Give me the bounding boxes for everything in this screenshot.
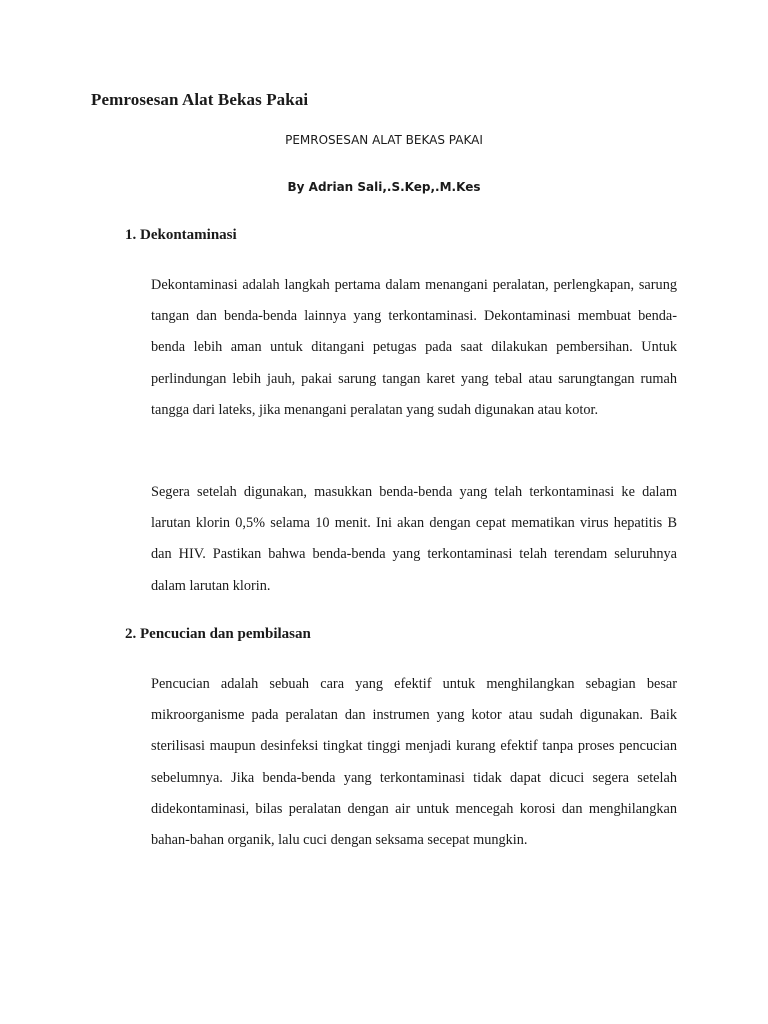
author-line: By Adrian Sali,.S.Kep,.M.Kes (287, 180, 481, 194)
section-heading-dekontaminasi: 1. Dekontaminasi (125, 227, 237, 243)
paragraph: Dekontaminasi adalah langkah pertama dalam menangani peralatan, perlengkapan, sarung tangan dan benda-benda lainnya yang terkontaminasi. Dekontaminasi membuat benda-benda lebih aman untuk ditangani petugas pada saat dilakukan pembersihan. Untuk perlindungan lebih jauh, pakai sarung tangan karet yang tebal atau sarungtangan rumah tangga dari lateks, jika menangani peralatan yang sudah digunakan atau kotor. (151, 277, 677, 418)
paragraph: Pencucian adalah sebuah cara yang efektif untuk menghilangkan sebagian besar mikroorganisme pada peralatan dan instrumen yang kotor atau sudah digunakan. Baik sterilisasi maupun desinfeksi tingkat tinggi menjadi kurang efektif tanpa proses pencucian sebelumnya. Jika benda-benda yang terkontaminasi tidak dapat dicuci segera setelah didekontaminasi, bilas peralatan dengan air untuk mencegah korosi dan menghilangkan bahan-bahan organik, lalu cuci dengan seksama secepat mungkin. (151, 676, 677, 849)
section-heading-pencucian: 2. Pencucian dan pembilasan (125, 626, 311, 642)
document-subtitle: PEMROSESAN ALAT BEKAS PAKAI (285, 133, 483, 147)
document-title: Pemrosesan Alat Bekas Pakai (91, 90, 309, 109)
paragraph: Segera setelah digunakan, masukkan benda-benda yang telah terkontaminasi ke dalam larutan klorin 0,5% selama 10 menit. Ini akan dengan cepat mematikan virus hepatitis B dan HIV. Pastikan bahwa benda-benda yang terkontaminasi telah terendam seluruhnya dalam larutan klorin. (151, 484, 677, 594)
